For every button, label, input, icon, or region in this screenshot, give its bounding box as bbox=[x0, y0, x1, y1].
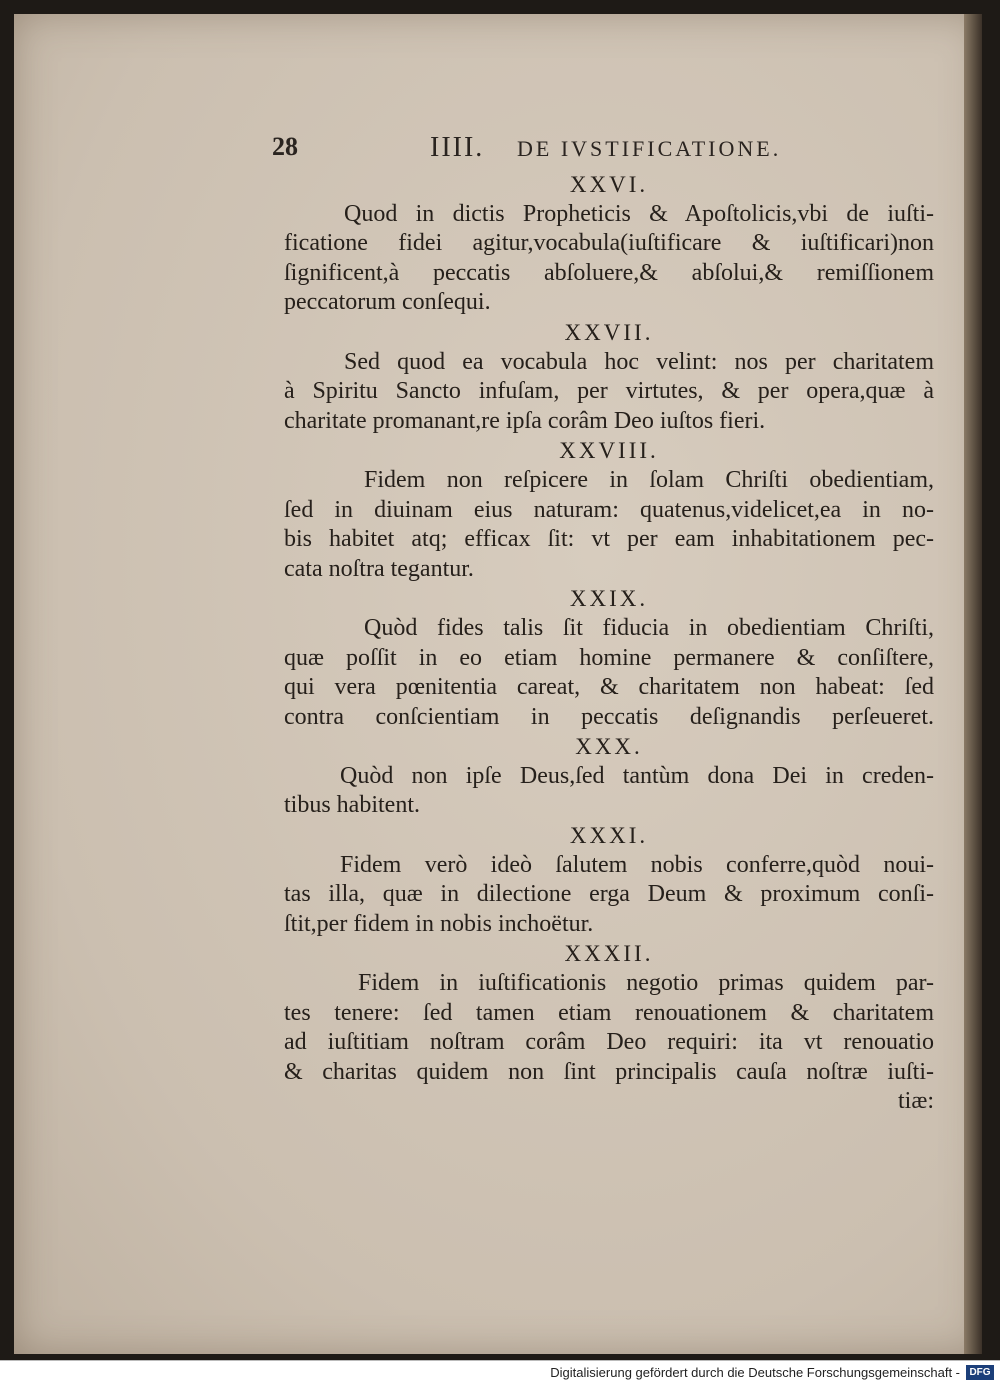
section-numeral: XXVIII. bbox=[559, 438, 659, 464]
text-line: Sed quod ea vocabula hoc velint: nos per charitatem bbox=[344, 348, 934, 375]
text-line: ſtit,per fidem in nobis inchoëtur. bbox=[284, 910, 594, 937]
text-line: charitate promanant,re ipſa corâm Deo iuſtos fieri. bbox=[284, 407, 766, 434]
text-line: à Spiritu Sancto infuſam, per virtutes, & per opera,quæ à bbox=[284, 378, 934, 405]
running-title: DE IVSTIFICATIONE. bbox=[517, 136, 782, 161]
section-numeral: XXXI. bbox=[569, 823, 649, 849]
text-line: Quod in dictis Propheticis & Apoſtolicis,vbi de iuſti- bbox=[344, 200, 934, 227]
text-line: Quòd non ipſe Deus,ſed tantùm dona Dei in creden- bbox=[340, 762, 934, 789]
text-line: tes tenere: ſed tamen etiam renouationem & charitatem bbox=[284, 999, 934, 1026]
section-numeral: XXVII. bbox=[564, 319, 654, 345]
text-line: ſed in diuinam eius naturam: quatenus,videlicet,ea in no- bbox=[284, 496, 934, 523]
digitization-footer bbox=[0, 1360, 1000, 1386]
text-line: contra conſcientiam in peccatis deſignandis perſeueret. bbox=[284, 703, 934, 730]
section-numeral: XXX. bbox=[575, 734, 643, 760]
text-line: bis habitet atq; efficax ſit: vt per eam inhabitationem pec- bbox=[284, 526, 934, 553]
text-line: cata noſtra tegantur. bbox=[284, 555, 474, 582]
text-line: Fidem non reſpicere in ſolam Chriſti obedientiam, bbox=[364, 466, 934, 493]
section-numeral: XXIX. bbox=[569, 586, 649, 612]
section-numeral: XXXII. bbox=[564, 941, 654, 967]
text-line: tibus habitent. bbox=[284, 792, 420, 819]
page-spine-edge bbox=[964, 14, 982, 1354]
text-line: qui vera pœnitentia careat, & charitatem non habeat: ſed bbox=[284, 674, 934, 701]
body-text bbox=[284, 170, 934, 1117]
text-line: ficatione fidei agitur,vocabula(iuſtificare & iuſtificari)non bbox=[284, 230, 934, 257]
text-line: peccatorum conſequi. bbox=[284, 289, 491, 316]
text-line: Fidem in iuſtificationis negotio primas quidem par- bbox=[358, 970, 934, 997]
text-line: Quòd fides talis ſit fiducia in obedientiam Chriſti, bbox=[364, 614, 934, 641]
page-number: 28 bbox=[272, 132, 298, 161]
text-line: tas illa, quæ in dilectione erga Deum & proximum conſi- bbox=[284, 881, 934, 908]
text-line: & charitas quidem non ſint principalis cauſa noſtræ iuſti- bbox=[284, 1058, 934, 1085]
text-line: ad iuſtitiam noſtram corâm Deo requiri: ita vt renouatio bbox=[284, 1029, 934, 1056]
text-line: ſignificent,à peccatis abſoluere,& abſolui,& remiſſionem bbox=[284, 259, 934, 286]
running-header bbox=[272, 132, 832, 172]
section-numeral: XXVI. bbox=[569, 172, 649, 197]
funding-credit: Digitalisierung gefördert durch die Deutsche Forschungsgemeinschaft - bbox=[550, 1365, 960, 1380]
text-line: quæ poſſit in eo etiam homine permanere & conſiſtere, bbox=[284, 644, 934, 671]
dfg-logo: DFG bbox=[966, 1365, 994, 1380]
book-number: IIII. bbox=[430, 132, 485, 163]
catchword: tiæ: bbox=[897, 1088, 934, 1115]
text-line: Fidem verò ideò ſalutem nobis conferre,quòd noui- bbox=[340, 851, 934, 878]
